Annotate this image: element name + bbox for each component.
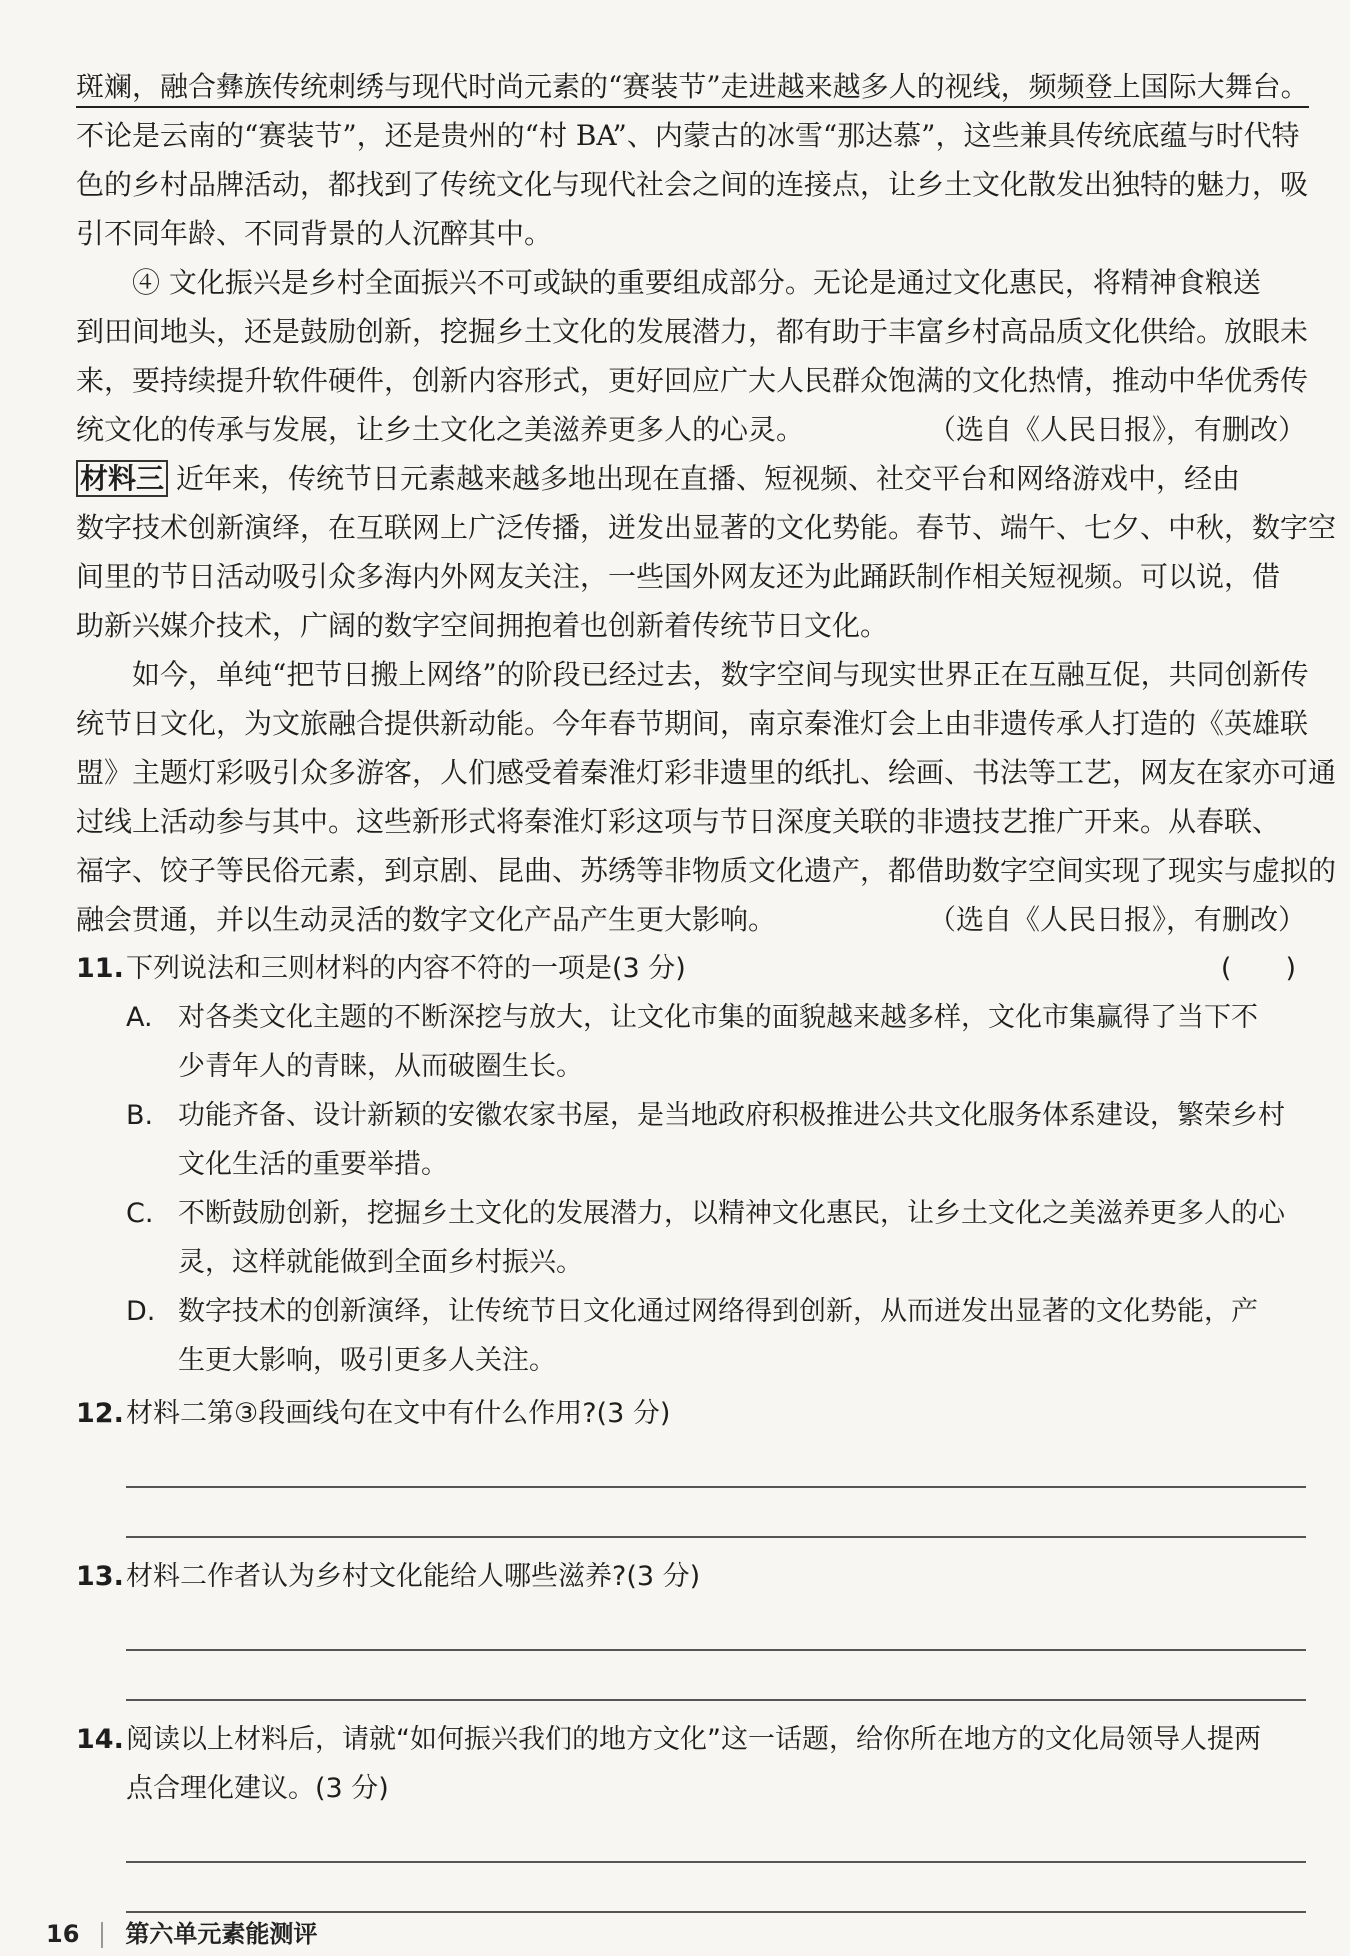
option-a[interactable]: A. 对各类文化主题的不断深挖与放大，让文化市集的面貌越来越多样，文化市集赢得了当下不 <box>126 1002 1258 1033</box>
answer-line[interactable] <box>126 1488 1306 1538</box>
option-a-cont: 少青年人的青睐，从而破圈生长。 <box>178 1051 583 1082</box>
material3-paragraph-2 <box>76 650 1337 944</box>
text-line: 引不同年龄、不同背景的人沉醉其中。 <box>76 217 553 250</box>
text-line: 到田间地头，还是鼓励创新，挖掘乡土文化的发展潜力，都有助于丰富乡村高品质文化供给。放眼未 <box>76 315 1309 348</box>
question-stem: 材料二作者认为乡村文化能给人哪些滋养?(3 分) <box>126 1561 701 1592</box>
option-c[interactable]: C. 不断鼓励创新，挖掘乡土文化的发展潜力，以精神文化惠民，让乡土文化之美滋养更多人的心 <box>126 1198 1285 1229</box>
text-line: 数字技术创新演绎，在互联网上广泛传播，迸发出显著的文化势能。春节、端午、七夕、中秋，数字空 <box>76 511 1337 544</box>
material2-paragraph-3 <box>76 62 1309 258</box>
question-14 <box>76 1715 1306 1764</box>
option-b-cont: 文化生活的重要举措。 <box>178 1149 448 1180</box>
question-number: 14. <box>76 1724 124 1755</box>
text-line: ④ 文化振兴是乡村全面振兴不可或缺的重要组成部分。无论是通过文化惠民，将精神食粮送 <box>132 266 1261 299</box>
question-stem: 材料二第③段画线句在文中有什么作用?(3 分) <box>126 1398 671 1429</box>
text-line: 过线上活动参与其中。这些新形式将秦淮灯彩这项与节日深度关联的非遗技艺推广开来。从春联、 <box>76 805 1281 838</box>
option-d[interactable]: D. 数字技术的创新演绎，让传统节日文化通过网络得到创新，从而迸发出显著的文化势能，产 <box>126 1296 1258 1327</box>
text-line: 间里的节日活动吸引众多海内外网友关注，一些国外网友还为此踊跃制作相关短视频。可以说，借 <box>76 560 1281 593</box>
answer-line[interactable] <box>126 1863 1306 1913</box>
question-stem: 阅读以上材料后，请就“如何振兴我们的地方文化”这一话题，给你所在地方的文化局领导人提两 <box>126 1724 1261 1755</box>
text-line: 融会贯通，并以生动灵活的数字文化产品产生更大影响。 （选自《人民日报》，有删改） <box>76 895 1306 944</box>
answer-bracket[interactable]: ( ) <box>1220 953 1296 984</box>
text-line: 如今，单纯“把节日搬上网络”的阶段已经过去，数字空间与现实世界正在互融互促，共同创新传 <box>132 658 1309 691</box>
option-b[interactable]: B. 功能齐备、设计新颖的安徽农家书屋，是当地政府积极推进公共文化服务体系建设，繁荣乡村 <box>126 1100 1285 1131</box>
text-line: 统文化的传承与发展，让乡土文化之美滋养更多人的心灵。 （选自《人民日报》，有删改） <box>76 405 1306 454</box>
question-13 <box>76 1552 1306 1601</box>
answer-line[interactable] <box>126 1438 1306 1488</box>
question-stem: 下列说法和三则材料的内容不符的一项是(3 分) <box>126 953 686 984</box>
text-line: 福字、饺子等民俗元素，到京剧、昆曲、苏绣等非物质文化遗产，都借助数字空间实现了现实与虚拟的 <box>76 854 1337 887</box>
text-line: 统节日文化，为文旅融合提供新动能。今年春节期间，南京秦淮灯会上由非遗传承人打造的《英雄联 <box>76 707 1309 740</box>
material2-paragraph-4 <box>76 258 1309 454</box>
text-line: 色的乡村品牌活动，都找到了传统文化与现代社会之间的连接点，让乡土文化散发出独特的魅力，吸 <box>76 168 1309 201</box>
text-line: 材料三 近年来，传统节日元素越来越多地出现在直播、短视频、社交平台和网络游戏中，经由 <box>76 454 1306 503</box>
question-number: 12. <box>76 1398 124 1429</box>
text-line: 盟》主题灯彩吸引众多游客，人们感受着秦淮灯彩非遗里的纸扎、绘画、书法等工艺，网友在家亦可通 <box>76 756 1337 789</box>
question-number: 11. <box>76 953 124 984</box>
material3-paragraph-1 <box>76 454 1337 650</box>
source-citation: （选自《人民日报》，有删改） <box>927 413 1306 446</box>
answer-line[interactable] <box>126 1651 1306 1701</box>
text-line: 来，要持续提升软件硬件，创新内容形式，更好回应广大人民群众饱满的文化热情，推动中华优秀传 <box>76 364 1309 397</box>
text-line: 不论是云南的“赛装节”，还是贵州的“村 BA”、内蒙古的冰雪“那达慕”，这些兼具传统底蕴与时代特 <box>76 119 1300 152</box>
option-c-cont: 灵，这样就能做到全面乡村振兴。 <box>178 1247 583 1278</box>
page-content <box>76 62 1337 1913</box>
answer-line[interactable] <box>126 1601 1306 1651</box>
unit-title: 第六单元素能测评 <box>125 1920 318 1948</box>
page-number: 16 <box>46 1920 80 1948</box>
question-11 <box>76 944 1306 993</box>
text-line: 助新兴媒介技术，广阔的数字空间拥抱着也创新着传统节日文化。 <box>76 609 889 642</box>
source-citation: （选自《人民日报》，有删改） <box>927 903 1306 936</box>
question-12 <box>76 1389 1306 1438</box>
question-number: 13. <box>76 1561 124 1592</box>
material3-label: 材料三 <box>76 460 168 497</box>
page-footer <box>46 1914 317 1949</box>
question-14-cont: 点合理化建议。(3 分) <box>126 1773 389 1804</box>
underlined-sentence: 斑斓，融合彝族传统刺绣与现代时尚元素的“赛装节”走进越来越多人的视线，频频登上国际大舞台。 <box>76 62 1306 111</box>
option-d-cont: 生更大影响，吸引更多人关注。 <box>178 1345 556 1376</box>
footer-divider <box>101 1922 103 1948</box>
answer-line[interactable] <box>126 1813 1306 1863</box>
